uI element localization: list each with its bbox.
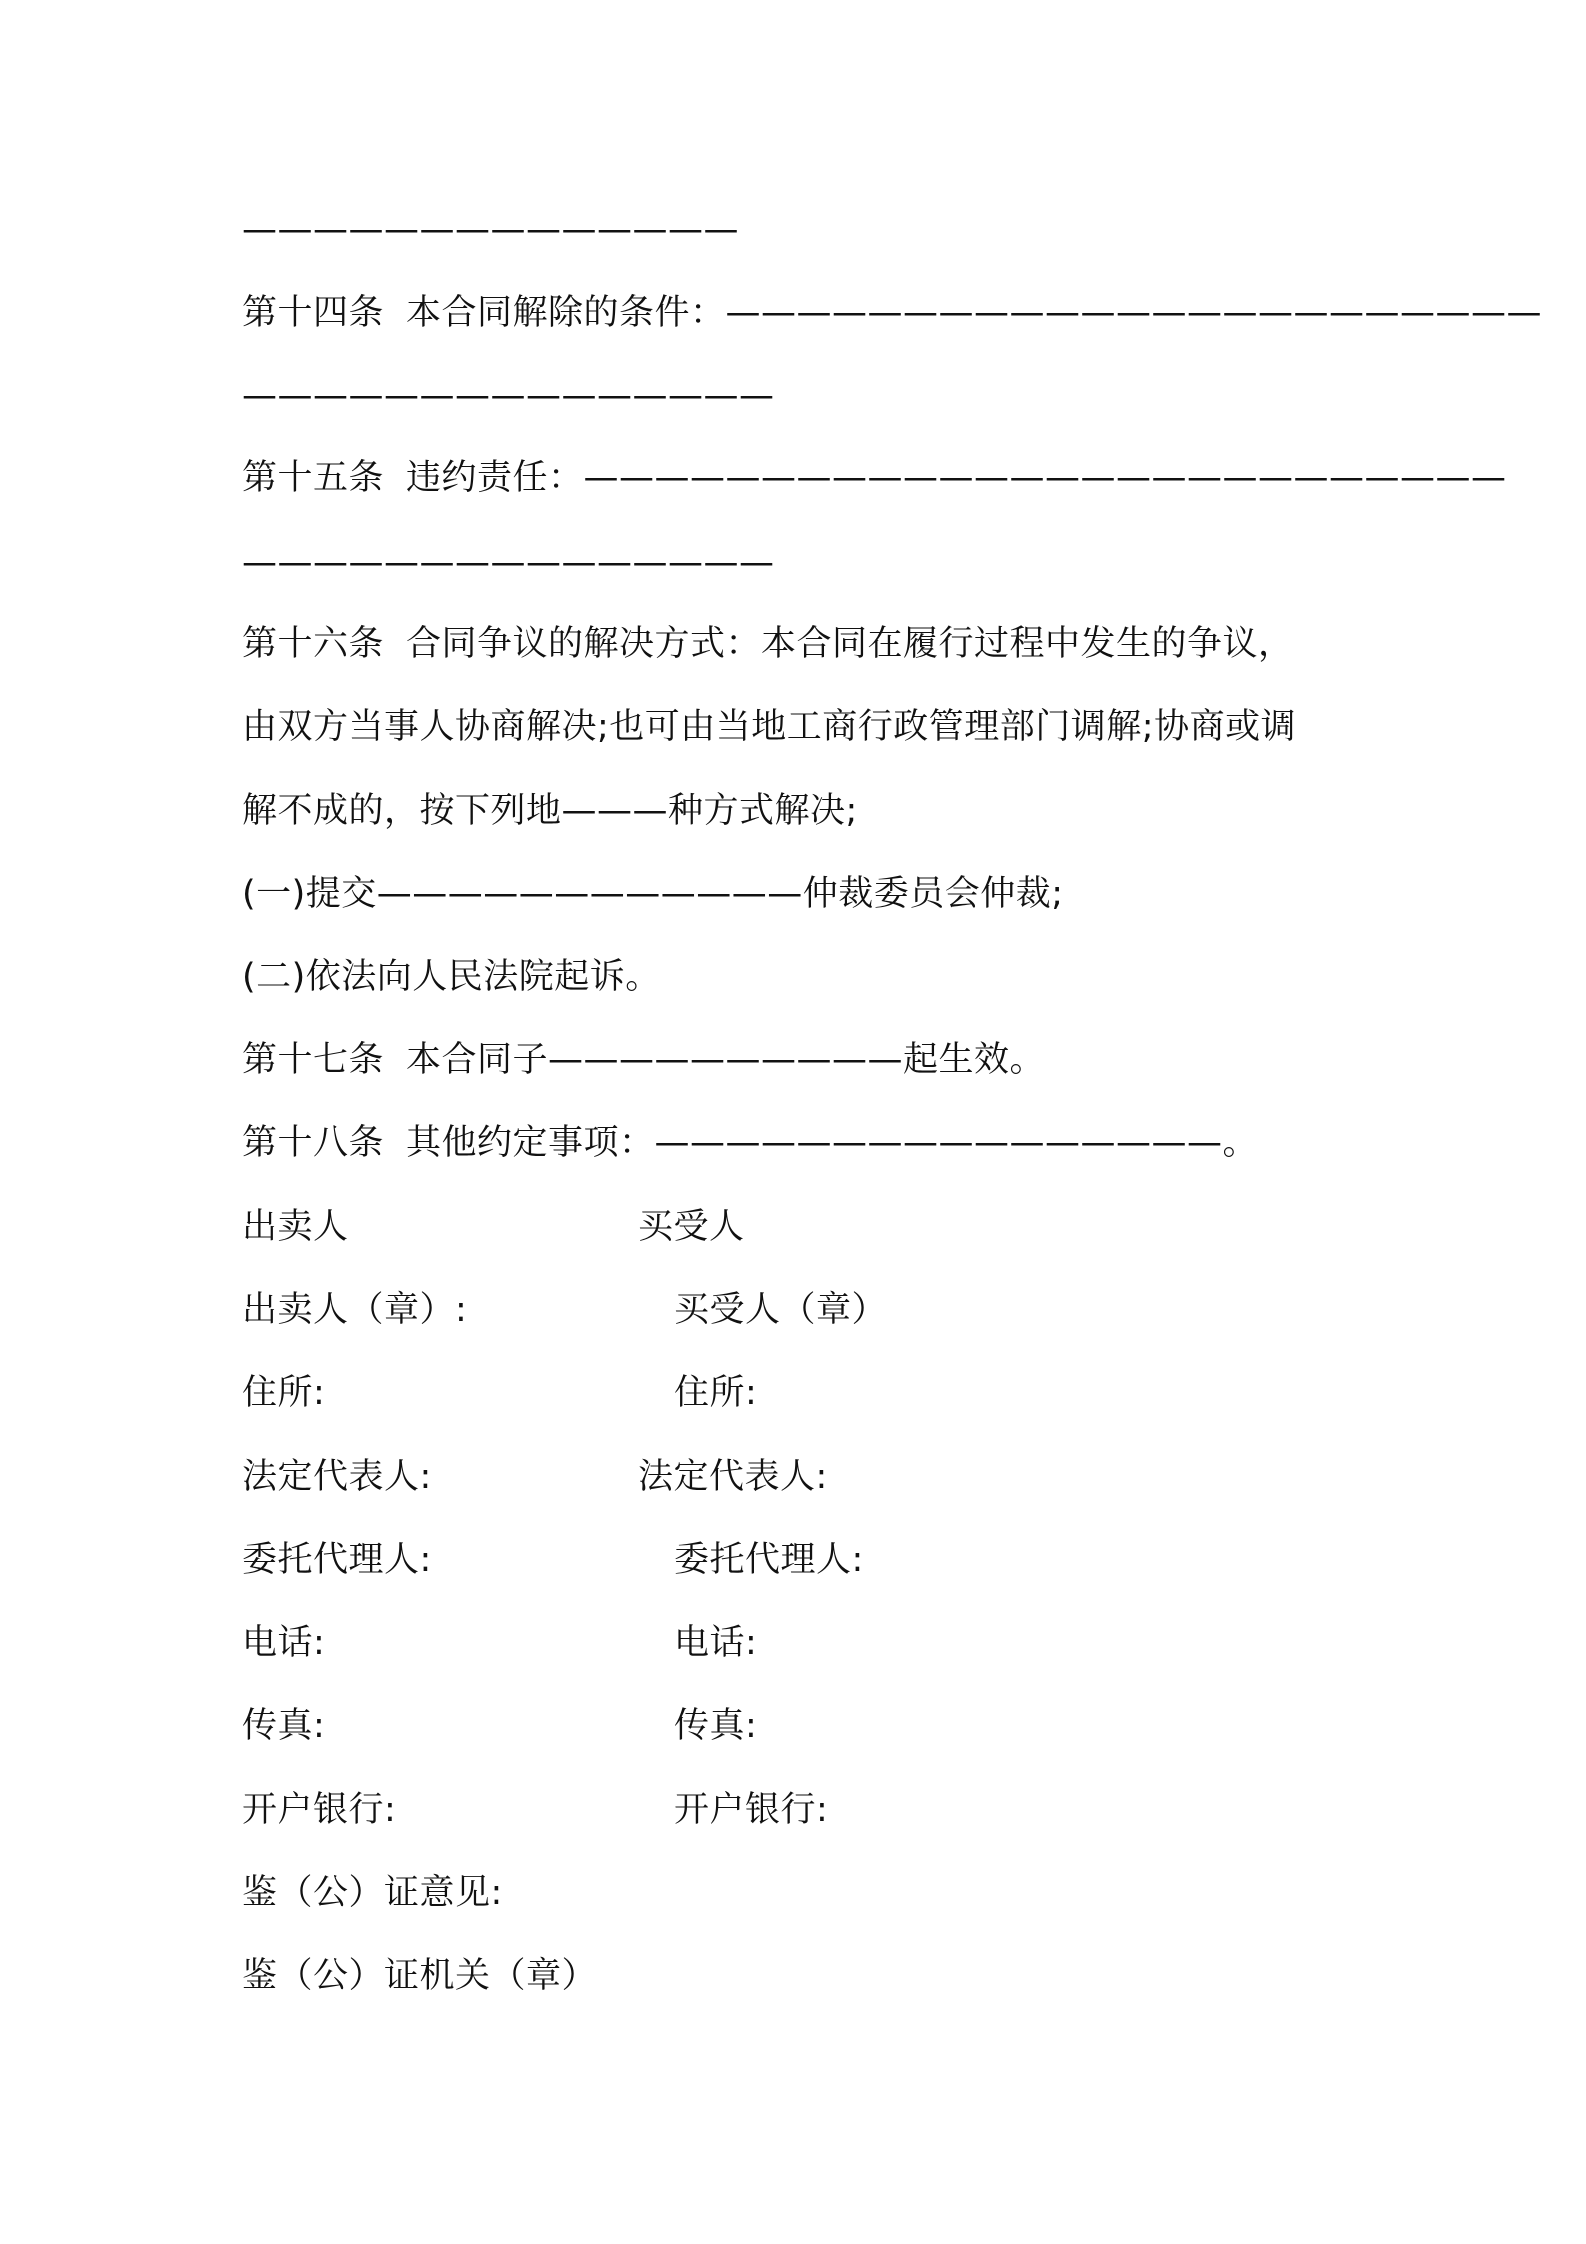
seller-phone: 电话: (242, 1623, 326, 1663)
seller-seal: 出卖人（章）: (242, 1290, 468, 1330)
continuation-blank-line: —————————————— (242, 210, 739, 250)
article-17-label: 第十七条 (242, 1040, 385, 1080)
article-16-label: 第十六条 (242, 624, 385, 664)
article-14-text: 本合同解除的条件：——————————————————————— (406, 293, 1543, 333)
article-16-line3: 解不成的，按下列地———种方式解决; (242, 791, 858, 831)
buyer-phone: 电话: (674, 1623, 758, 1663)
article-18-text: 其他约定事项：————————————————。 (406, 1123, 1259, 1163)
article-14 (242, 291, 1542, 335)
article-18-label: 第十八条 (242, 1123, 385, 1163)
article-15-blank-line: ——————————————— (242, 543, 775, 583)
buyer-bank: 开户银行: (674, 1790, 829, 1830)
seller-legal-rep: 法定代表人: (242, 1457, 432, 1497)
seller-agent: 委托代理人: (242, 1540, 432, 1580)
article-17 (242, 1038, 1045, 1082)
notary-opinion: 鉴（公）证意见: (242, 1873, 503, 1913)
seller-address: 住所: (242, 1373, 326, 1413)
buyer-address: 住所: (674, 1373, 758, 1413)
buyer-legal-rep: 法定代表人: (638, 1457, 828, 1497)
article-16-line2: 由双方当事人协商解决;也可由当地工商行政管理部门调解;协商或调 (242, 707, 1297, 747)
article-14-label: 第十四条 (242, 293, 385, 333)
seller-bank: 开户银行: (242, 1790, 397, 1830)
article-17-text: 本合同子——————————起生效。 (406, 1040, 1046, 1080)
article-16-line1: 合同争议的解决方式：本合同在履行过程中发生的争议， (406, 624, 1294, 664)
article-16-option-2: (二)依法向人民法院起诉。 (242, 957, 661, 997)
article-16-option-1: (一)提交————————————仲裁委员会仲裁; (242, 874, 1064, 914)
buyer-seal: 买受人（章） (674, 1290, 888, 1330)
article-18 (242, 1121, 1258, 1165)
article-16 (242, 622, 1294, 666)
article-15-label: 第十五条 (242, 458, 385, 498)
article-15 (242, 456, 1507, 500)
buyer-heading: 买受人 (638, 1207, 745, 1247)
notary-seal: 鉴（公）证机关（章） (242, 1956, 598, 1996)
article-15-text: 违约责任：—————————————————————————— (406, 458, 1507, 498)
seller-heading: 出卖人 (242, 1207, 349, 1247)
buyer-agent: 委托代理人: (674, 1540, 864, 1580)
article-14-blank-line: ——————————————— (242, 376, 775, 416)
seller-fax: 传真: (242, 1706, 326, 1746)
buyer-fax: 传真: (674, 1706, 758, 1746)
